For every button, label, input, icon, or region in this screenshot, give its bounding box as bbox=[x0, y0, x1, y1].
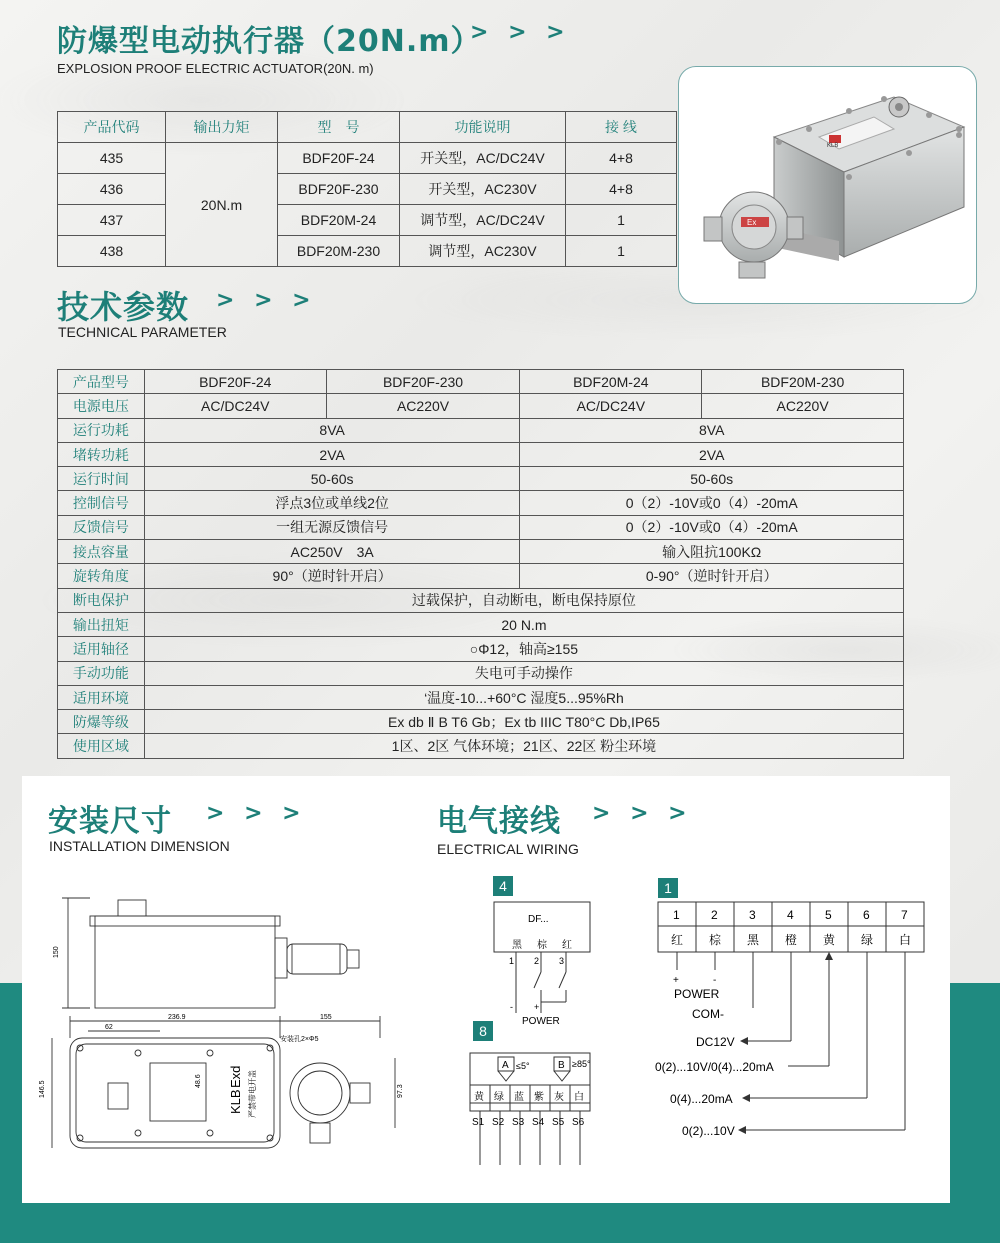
d1-color-6: 绿 bbox=[861, 933, 874, 947]
dim-height-97: 97.3 bbox=[397, 1084, 404, 1098]
tech-table bbox=[57, 369, 904, 759]
plate-klb: KLB bbox=[228, 1089, 243, 1114]
table-row bbox=[58, 588, 904, 612]
d1-term-4: 4 bbox=[787, 908, 794, 922]
wiring-diagram-8 bbox=[468, 1045, 618, 1170]
param-label: 反馈信号 bbox=[58, 515, 145, 539]
d4-plus: + bbox=[534, 1002, 540, 1012]
d8-color-4: 紫 bbox=[534, 1092, 544, 1103]
d1-dc12v: DC12V bbox=[696, 1035, 735, 1049]
d1-term-6: 6 bbox=[863, 908, 870, 922]
d8-term-s4: S4 bbox=[532, 1117, 545, 1128]
param-label: 适用环境 bbox=[58, 685, 145, 709]
cell-function: 开关型，AC/DC24V bbox=[400, 143, 566, 174]
cell-code: 437 bbox=[58, 205, 166, 236]
d1-signal-3: 0(2)...10V bbox=[682, 1124, 735, 1138]
d8-color-3: 蓝 bbox=[514, 1092, 524, 1103]
d4-minus: - bbox=[510, 1002, 513, 1012]
d8-term-s6: S6 bbox=[572, 1117, 585, 1128]
param-label: 断电保护 bbox=[58, 588, 145, 612]
param-value: 0-90°（逆时针开启） bbox=[520, 564, 904, 588]
param-label: 旋转角度 bbox=[58, 564, 145, 588]
param-value: 8VA bbox=[520, 418, 904, 442]
param-label: 接点容量 bbox=[58, 540, 145, 564]
actuator-illustration bbox=[679, 67, 978, 305]
photo-mark: Ex bbox=[747, 218, 757, 227]
wiring-chevrons: > > > bbox=[592, 801, 693, 826]
cell-code: 435 bbox=[58, 143, 166, 174]
d4-term-3: 3 bbox=[559, 956, 565, 966]
plate-exd: Exd bbox=[228, 1065, 243, 1088]
d1-color-5: 黄 bbox=[823, 933, 836, 947]
dim-height-150: 150 bbox=[53, 946, 60, 958]
table-row bbox=[58, 637, 904, 661]
d4-color-brown: 棕 bbox=[537, 940, 547, 951]
param-label: 控制信号 bbox=[58, 491, 145, 515]
param-value: AC220V bbox=[326, 394, 520, 418]
param-value: 20 N.m bbox=[144, 612, 903, 636]
cell-wiring: 1 bbox=[566, 236, 677, 267]
param-label: 电源电压 bbox=[58, 394, 145, 418]
d1-term-2: 2 bbox=[711, 908, 718, 922]
table-row bbox=[58, 685, 904, 709]
dim-width-155: 155 bbox=[320, 1014, 332, 1021]
d1-color-2: 棕 bbox=[709, 933, 722, 947]
tech-subtitle: TECHNICAL PARAMETER bbox=[58, 324, 227, 340]
table-row bbox=[58, 143, 677, 174]
param-value: 过载保护，自动断电，断电保持原位 bbox=[144, 588, 903, 612]
cell-code: 436 bbox=[58, 174, 166, 205]
d1-term-5: 5 bbox=[825, 908, 832, 922]
header-wiring: 接 线 bbox=[566, 112, 677, 143]
model-table bbox=[57, 111, 677, 267]
table-row bbox=[58, 418, 904, 442]
dim-width-236: 236.9 bbox=[168, 1014, 186, 1021]
dim-hole: 安装孔2×Φ5 bbox=[280, 1036, 319, 1043]
d8-color-2: 绿 bbox=[494, 1092, 504, 1103]
table-row bbox=[58, 205, 677, 236]
d4-term-1: 1 bbox=[509, 956, 515, 966]
d1-color-1: 红 bbox=[671, 933, 684, 947]
d8-term-s3: S3 bbox=[512, 1117, 525, 1128]
param-value: 0（2）-10V或0（4）-20mA bbox=[520, 491, 904, 515]
cell-wiring: 4+8 bbox=[566, 174, 677, 205]
badge-8: 8 bbox=[473, 1021, 493, 1041]
d8-b-angle: ≥85° bbox=[572, 1059, 591, 1069]
table-row bbox=[58, 467, 904, 491]
d1-plus: + bbox=[673, 975, 679, 986]
param-value: BDF20F-24 bbox=[144, 370, 326, 394]
param-value: 2VA bbox=[144, 442, 520, 466]
d1-minus: - bbox=[713, 975, 717, 986]
param-value: AC220V bbox=[702, 394, 904, 418]
param-value: 8VA bbox=[144, 418, 520, 442]
d8-term-s1: S1 bbox=[472, 1117, 485, 1128]
d1-color-7: 白 bbox=[899, 933, 912, 947]
table-row bbox=[58, 710, 904, 734]
param-value: ‘温度-10...+60°C 湿度5...95%Rh bbox=[144, 685, 903, 709]
param-value: 50-60s bbox=[144, 467, 520, 491]
d1-signal-2: 0(4)...20mA bbox=[670, 1092, 733, 1106]
install-title: 安装尺寸 bbox=[48, 804, 172, 839]
cell-function: 调节型，AC/DC24V bbox=[400, 205, 566, 236]
cell-torque: 20N.m bbox=[166, 143, 278, 267]
cell-wiring: 1 bbox=[566, 205, 677, 236]
param-value: 失电可手动操作 bbox=[144, 661, 903, 685]
badge-4: 4 bbox=[493, 876, 513, 896]
param-value: AC/DC24V bbox=[144, 394, 326, 418]
param-label: 手动功能 bbox=[58, 661, 145, 685]
param-value: ○Φ12，轴高≥155 bbox=[144, 637, 903, 661]
d8-term-s2: S2 bbox=[492, 1117, 505, 1128]
product-photo bbox=[678, 66, 977, 304]
d1-color-3: 黑 bbox=[747, 933, 760, 947]
wiring-diagram-4 bbox=[490, 898, 600, 1030]
d8-color-5: 灰 bbox=[554, 1092, 564, 1103]
table-row bbox=[58, 515, 904, 539]
table-row bbox=[58, 734, 904, 758]
tech-chevrons: > > > bbox=[216, 288, 317, 313]
param-value: 0（2）-10V或0（4）-20mA bbox=[520, 515, 904, 539]
d1-power: POWER bbox=[674, 987, 720, 1001]
install-chevrons: > > > bbox=[206, 801, 307, 826]
table-row bbox=[58, 564, 904, 588]
tech-title: 技术参数 bbox=[57, 288, 190, 326]
d8-b: B bbox=[558, 1060, 565, 1071]
param-label: 使用区域 bbox=[58, 734, 145, 758]
param-value: 一组无源反馈信号 bbox=[144, 515, 520, 539]
d1-color-4: 橙 bbox=[785, 933, 798, 947]
table-row bbox=[58, 370, 904, 394]
d1-com: COM- bbox=[692, 1007, 724, 1021]
wiring-subtitle: ELECTRICAL WIRING bbox=[437, 841, 579, 857]
param-value: 2VA bbox=[520, 442, 904, 466]
d4-term-2: 2 bbox=[534, 956, 540, 966]
dim-height-146: 146.5 bbox=[39, 1080, 46, 1098]
badge-1: 1 bbox=[658, 878, 678, 898]
page-subtitle: EXPLOSION PROOF ELECTRIC ACTUATOR(20N. m) bbox=[57, 61, 374, 76]
d4-power: POWER bbox=[522, 1016, 560, 1027]
header-function: 功能说明 bbox=[400, 112, 566, 143]
header-code: 产品代码 bbox=[58, 112, 166, 143]
dim-width-62: 62 bbox=[105, 1024, 113, 1031]
d1-term-1: 1 bbox=[673, 908, 680, 922]
cell-model: BDF20M-230 bbox=[278, 236, 400, 267]
param-value: BDF20M-24 bbox=[520, 370, 702, 394]
param-value: BDF20M-230 bbox=[702, 370, 904, 394]
table-header-row bbox=[58, 112, 677, 143]
param-label: 运行时间 bbox=[58, 467, 145, 491]
param-value: 90°（逆时针开启） bbox=[144, 564, 520, 588]
table-row bbox=[58, 540, 904, 564]
param-label: 适用轴径 bbox=[58, 637, 145, 661]
table-row bbox=[58, 661, 904, 685]
table-row bbox=[58, 174, 677, 205]
page-title: 防爆型电动执行器（20N.m） bbox=[57, 24, 482, 59]
install-subtitle: INSTALLATION DIMENSION bbox=[49, 838, 230, 854]
param-value: 1区、2区 气体环境；21区、22区 粉尘环境 bbox=[144, 734, 903, 758]
d4-color-red: 红 bbox=[562, 940, 572, 951]
cell-model: BDF20F-230 bbox=[278, 174, 400, 205]
d8-color-1: 黄 bbox=[474, 1092, 484, 1103]
param-value: BDF20F-230 bbox=[326, 370, 520, 394]
param-value: AC/DC24V bbox=[520, 394, 702, 418]
d4-model: DF... bbox=[528, 914, 549, 925]
d4-color-black: 黑 bbox=[512, 940, 522, 951]
table-row bbox=[58, 236, 677, 267]
param-value: 输入阻抗100KΩ bbox=[520, 540, 904, 564]
table-row bbox=[58, 491, 904, 515]
d1-signal-1: 0(2)...10V/0(4)...20mA bbox=[655, 1060, 774, 1074]
d1-term-7: 7 bbox=[901, 908, 908, 922]
d8-term-s5: S5 bbox=[552, 1117, 565, 1128]
cell-model: BDF20M-24 bbox=[278, 205, 400, 236]
photo-label: KLB bbox=[827, 143, 839, 149]
d1-term-3: 3 bbox=[749, 908, 756, 922]
header-model: 型 号 bbox=[278, 112, 400, 143]
param-value: Ex db Ⅱ B T6 Gb；Ex tb IIIC T80°C Db,IP65 bbox=[144, 710, 903, 734]
d8-a-angle: ≤5° bbox=[516, 1061, 530, 1071]
cell-model: BDF20F-24 bbox=[278, 143, 400, 174]
param-value: 50-60s bbox=[520, 467, 904, 491]
dim-height-48: 48.6 bbox=[195, 1074, 202, 1088]
param-label: 输出扭矩 bbox=[58, 612, 145, 636]
param-label: 堵转功耗 bbox=[58, 442, 145, 466]
table-row bbox=[58, 442, 904, 466]
table-row bbox=[58, 612, 904, 636]
param-label: 产品型号 bbox=[58, 370, 145, 394]
param-label: 防爆等级 bbox=[58, 710, 145, 734]
d8-color-6: 白 bbox=[574, 1092, 584, 1103]
d8-a: A bbox=[502, 1060, 509, 1071]
param-label: 运行功耗 bbox=[58, 418, 145, 442]
title-chevrons: > > > bbox=[470, 20, 571, 45]
plate-warning: 严禁带电开盖 bbox=[248, 1070, 257, 1118]
wiring-diagram-1 bbox=[640, 898, 940, 1148]
cell-code: 438 bbox=[58, 236, 166, 267]
wiring-title: 电气接线 bbox=[437, 804, 561, 839]
cell-function: 开关型，AC230V bbox=[400, 174, 566, 205]
param-value: AC250V 3A bbox=[144, 540, 520, 564]
installation-drawing bbox=[39, 888, 415, 1168]
cell-function: 调节型，AC230V bbox=[400, 236, 566, 267]
header-torque: 输出力矩 bbox=[166, 112, 278, 143]
param-value: 浮点3位或单线2位 bbox=[144, 491, 520, 515]
table-row bbox=[58, 394, 904, 418]
cell-wiring: 4+8 bbox=[566, 143, 677, 174]
